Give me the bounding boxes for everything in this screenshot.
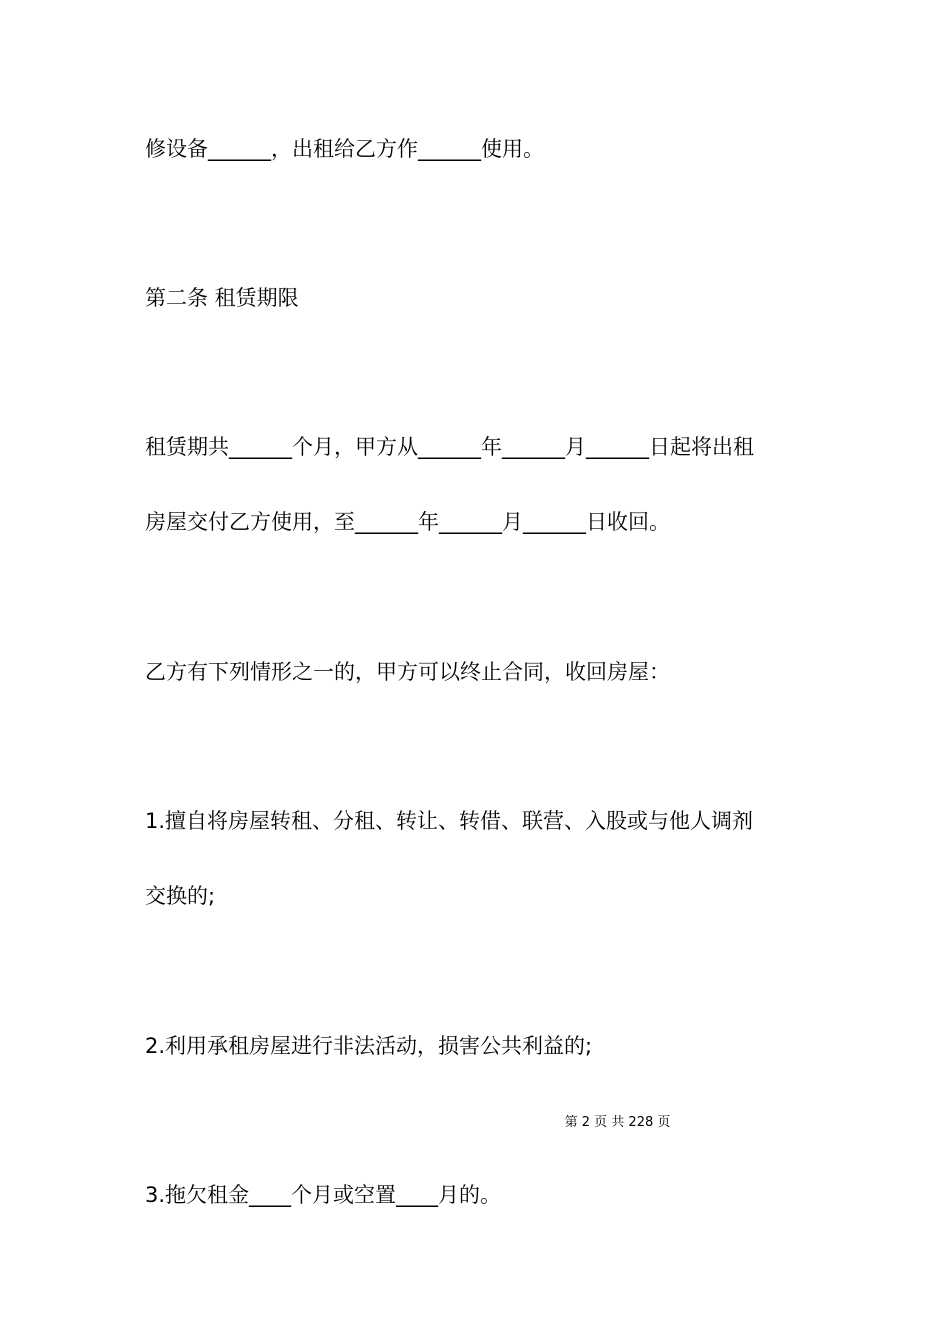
article-heading: 第二条 租赁期限 <box>145 286 299 310</box>
body-line-3: 租赁期共______个月，甲方从______年______月______日起将出租 <box>145 435 754 459</box>
list-item-3: 3.拖欠租金____个月或空置____月的。 <box>145 1183 502 1207</box>
page-footer: 第 2 页 共 228 页 <box>564 1115 671 1130</box>
list-item-1-line-2: 交换的; <box>145 884 216 908</box>
body-line-1: 修设备______，出租给乙方作______使用。 <box>145 137 544 161</box>
body-line-4: 房屋交付乙方使用，至______年______月______日收回。 <box>145 510 670 534</box>
list-item-1-line-1: 1.擅自将房屋转租、分租、转让、转借、联营、入股或与他人调剂 <box>145 809 754 833</box>
list-item-2: 2.利用承租房屋进行非法活动，损害公共利益的; <box>145 1034 593 1058</box>
body-line-5: 乙方有下列情形之一的，甲方可以终止合同，收回房屋： <box>145 660 670 684</box>
